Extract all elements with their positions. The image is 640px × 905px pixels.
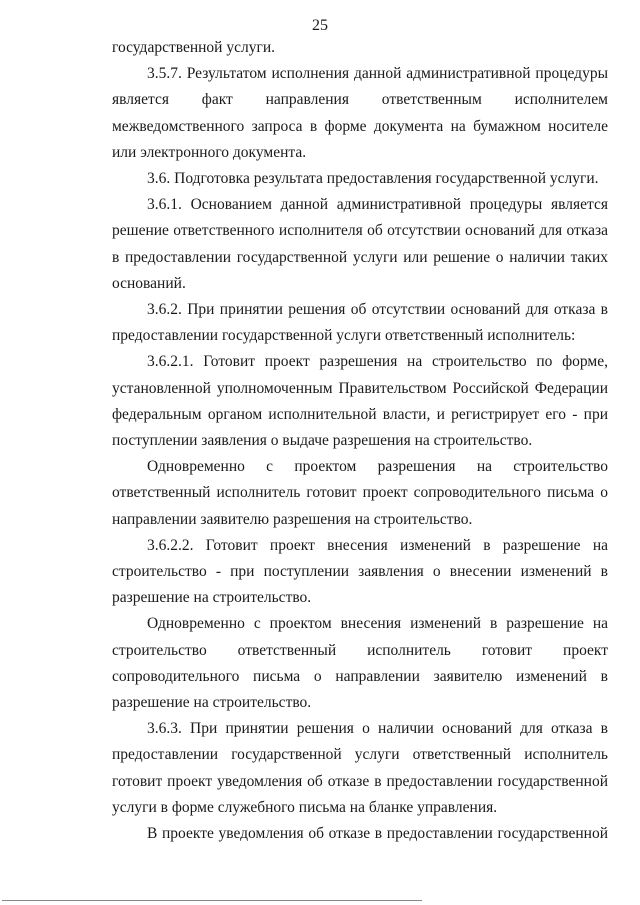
paragraph-refusal-notice: В проекте уведомления об отказе в предоставлении государственной (147, 825, 608, 843)
paragraph-3-6-1: 3.6.1. Основанием данной административной процедуры является решение ответственного исполнителя об отсутствии оснований для отказа в предоставлении государственной услуги или решение о наличии таких оснований. (112, 196, 608, 292)
paragraph-3-6-2-2: 3.6.2.2. Готовит проект внесения изменений в разрешение на строительство - при поступлении заявления о внесении изменений в разрешение на строительство. (112, 536, 608, 607)
paragraph-3-6-2-1: 3.6.2.1. Готовит проект разрешения на строительство по форме, установленной уполномоченным Правительством Российской Федерации федеральным органом исполнительной власти, и регистрирует его - при поступлении заявления о выдаче разрешения на строительство. (112, 353, 608, 450)
paragraph-3-6-3: 3.6.3. При принятии решения о наличии оснований для отказа в предоставлении государственной услуги ответственный исполнитель готовит проект уведомления об отказе в предоставлении государственной услуги в форме служебного письма на бланке управления. (112, 720, 608, 816)
paragraph-3-5-7: 3.5.7. Результатом исполнения данной административной процедуры является факт направления ответственным исполнителем межведомственного запроса в форме документа на бумажном носителе или электронного документа. (112, 65, 608, 161)
paragraph-simultaneous-changes: Одновременно с проектом внесения изменений в разрешение на строительство ответственный исполнитель готовит проект сопроводительного письма о направлении заявителю изменений в разрешение на строительство. (112, 615, 608, 712)
paragraph-3-6-2: 3.6.2. При принятии решения об отсутствии оснований для отказа в предоставлении государственной услуги ответственный исполнитель: (112, 301, 608, 345)
page-number: 25 (312, 17, 328, 34)
paragraph-continuation: государственной услуги. (112, 39, 275, 56)
paragraph-simultaneous-permit: Одновременно с проектом разрешения на строительство ответственный исполнитель готовит проект сопроводительного письма о направлении заявителю разрешения на строительство. (112, 458, 608, 528)
document-body (112, 35, 608, 847)
paragraph-3-6-heading: 3.6. Подготовка результата предоставления государственной услуги. (147, 170, 599, 188)
footer-divider (2, 900, 422, 901)
